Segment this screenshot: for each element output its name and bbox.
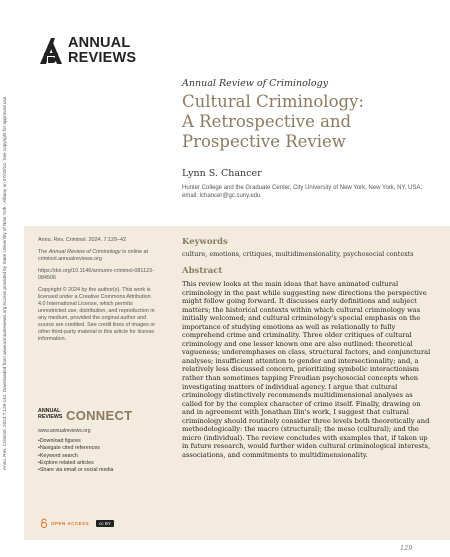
journal-name: Annual Review of Criminology	[182, 78, 329, 89]
abstract-text: This review looks at the main ideas that have animated cultural criminology in the past while suggesting new directions the perspective might follow going forward. It discusses early definitions and subject matters; the historical contexts within which cultural criminology was initially welcomed; and cultural criminology's special emphasis on the importance of studying emotions as well as relationally to fully comprehend crime and criminality. Three older critiques of cultural criminology and one lesser known one are also outlined: theoretical vagueness; underemphases on class, structural factors, and conjunctural analyses; insufficient attention to gender and intersectionality; and, a relatively less discussed concern, prioritizing symbolic interactionism rather than sometimes tapping Freudian psychosocial concepts when investigating matters of individual agency. I argue that cultural criminology distinctively recommends multidimensional analyses as called for by the complex character of crime itself. Finally, drawing on and in agreement with Jonathan Ilin's work, I suggest that cultural criminology should routinely consider three levels both theoretically and methodologically: the macro (structural); the meso (cultural); and the micro (individual). The review concludes with examples that, if taken up in future research, would further widen cultural criminological interests, associations, and commitments to multidimensionality.	[182, 280, 431, 459]
connect-feature: • Keyword search	[38, 453, 158, 460]
keywords-list: culture, emotions, critiques, multidimensionality, psychosocial contexts	[182, 250, 414, 258]
author-affiliation: Hunter College and the Graduate Center, City University of New York, New York, NY, USA; email: lchancer@gc.cuny.edu	[182, 185, 423, 199]
connect-feature: • Navigate cited references	[38, 445, 158, 452]
copyright-notice: Copyright © 2024 by the author(s). This work is licensed under a Creative Commons Attribution 4.0 International License, which permits unrestricted use, distribution, and reproduction in any medium, provided the original author and source are credited. See credit lines of images or other third-party material in this article for license information.	[38, 287, 156, 342]
open-access-badges	[40, 518, 114, 528]
connect-small-line2: REVIEWS	[38, 414, 63, 420]
annual-reviews-connect[interactable]	[38, 408, 158, 474]
connect-feature: • Share via email or social media	[38, 467, 158, 474]
title-line-1: Cultural Criminology:	[182, 92, 364, 111]
doi-link[interactable]: https://doi.org/10.1146/annurev-criminol-081123-084506	[38, 268, 154, 281]
citation: Annu. Rev. Criminol. 2024. 7:129–42	[38, 237, 126, 243]
connect-feature: • Explore related articles	[38, 460, 158, 467]
article-title	[182, 92, 432, 152]
article-info-column	[38, 237, 158, 348]
logo-line-reviews: REVIEWS	[68, 50, 137, 66]
connect-features	[38, 438, 158, 474]
connect-wordmark: CONNECT	[66, 408, 133, 423]
annual-reviews-logo-icon	[38, 36, 64, 66]
page-number: 129	[400, 544, 413, 552]
cc-by-badge: cc BY	[96, 520, 114, 527]
author-name: Lynn S. Chancer	[182, 168, 262, 179]
connect-url[interactable]: www.annualreviews.org	[38, 428, 91, 434]
download-notice	[2, 95, 14, 470]
abstract-heading: Abstract	[182, 266, 223, 276]
open-access-lock-icon	[40, 518, 48, 528]
title-line-3: Prospective Review	[182, 132, 346, 151]
logo-line-annual: ANNUAL	[68, 35, 131, 51]
logo-wordmark	[68, 36, 136, 66]
connect-small-line1: ANNUAL	[38, 408, 61, 414]
connect-feature: • Download figures	[38, 438, 158, 445]
online-note	[38, 249, 158, 263]
annual-reviews-logo[interactable]	[38, 36, 158, 70]
online-prefix: The	[38, 249, 49, 255]
keywords-heading: Keywords	[182, 237, 228, 247]
download-notice-text: Annu. Rev. Criminol. 2024.7:129-142. Downloaded from www.annualreviews.org Access provided by State University of New York - Albany on 07/20/24. See copyright for approved use.	[2, 95, 7, 470]
open-access-label: OPEN ACCESS	[51, 520, 90, 526]
online-journal: Annual Review of Criminology	[48, 249, 121, 255]
online-suffix: is online at criminol.annualreviews.org	[38, 249, 148, 262]
title-line-2: A Retrospective and	[182, 112, 352, 131]
